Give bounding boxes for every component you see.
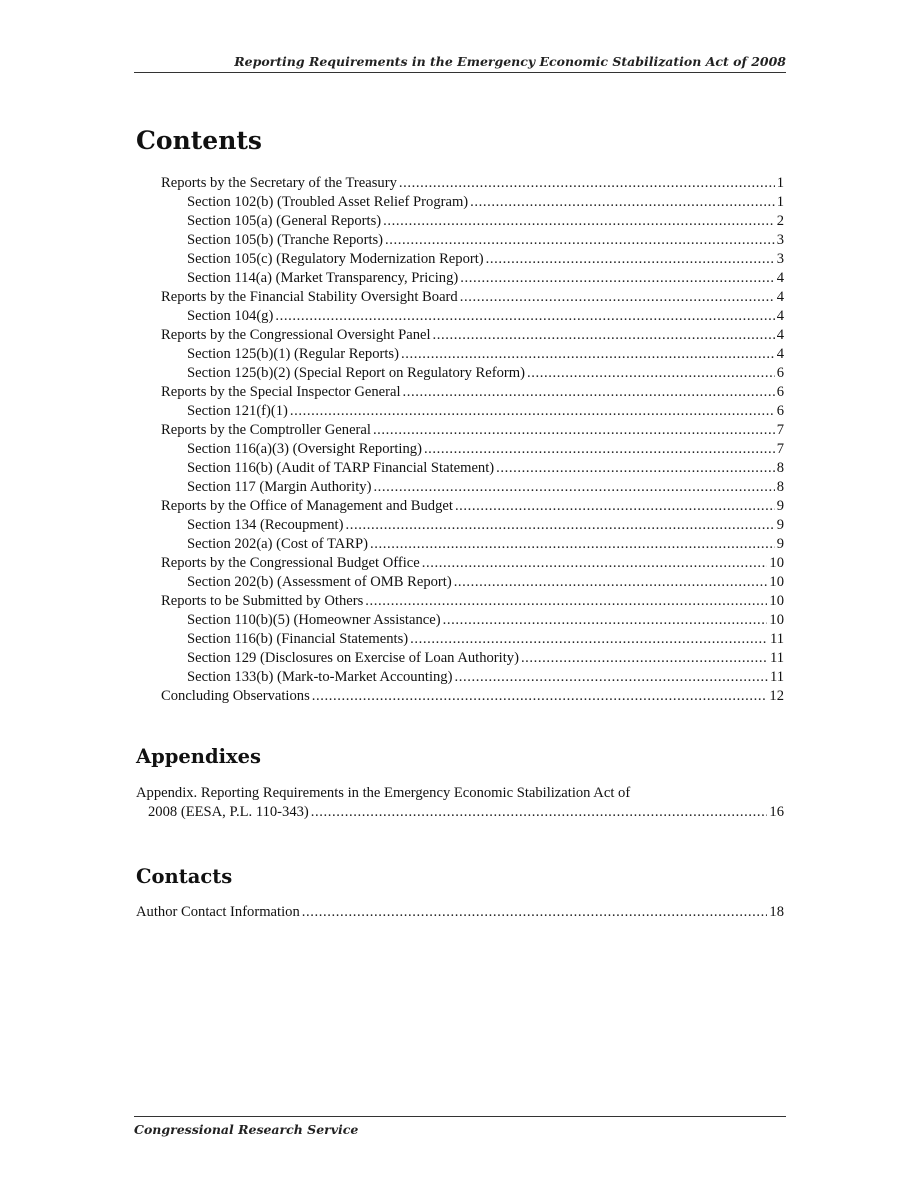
leader-dots — [312, 687, 768, 706]
running-header — [134, 54, 786, 73]
toc-entry-label: Section 102(b) (Troubled Asset Relief Program) — [187, 194, 469, 210]
leader-dots — [275, 307, 774, 326]
toc-entry-page: 9 — [776, 498, 784, 514]
toc-entry[interactable] — [187, 231, 784, 250]
toc-entry[interactable] — [161, 326, 784, 345]
contacts-entry-label: Author Contact Information — [136, 904, 300, 920]
toc-entry-label: Reports by the Congressional Oversight Panel — [161, 327, 431, 343]
toc-entry-page: 12 — [769, 688, 784, 704]
toc-entry-page: 1 — [776, 175, 784, 191]
leader-dots — [401, 345, 775, 364]
toc-entry-label: Section 121(f)(1) — [187, 403, 288, 419]
toc-entry-page: 3 — [776, 232, 784, 248]
leader-dots — [470, 193, 775, 212]
toc-entry-page: 4 — [776, 270, 784, 286]
toc-entry[interactable] — [187, 535, 784, 554]
leader-dots — [454, 668, 767, 687]
running-header-title: Reporting Requirements in the Emergency Economic Stabilization Act of 2008 — [234, 54, 786, 69]
toc-entry[interactable] — [187, 212, 784, 231]
contacts-entry-page: 18 — [769, 904, 784, 920]
running-footer — [134, 1116, 786, 1137]
toc-entry-label: Section 105(c) (Regulatory Modernization Report) — [187, 251, 484, 267]
toc-entry-label: Reports by the Office of Management and Budget — [161, 498, 453, 514]
toc-entry-page: 7 — [776, 441, 784, 457]
toc-entry[interactable] — [161, 383, 784, 402]
appendix-entry-line2: 2008 (EESA, P.L. 110-343) — [148, 804, 309, 820]
toc-entry-label: Reports to be Submitted by Others — [161, 593, 364, 609]
toc-entry-page: 3 — [776, 251, 784, 267]
toc-entry-label: Section 202(a) (Cost of TARP) — [187, 536, 368, 552]
toc-entry[interactable] — [187, 193, 784, 212]
toc-entry-page: 10 — [769, 574, 784, 590]
toc-entry-page: 4 — [776, 308, 784, 324]
leader-dots — [424, 440, 775, 459]
leader-dots — [460, 269, 774, 288]
toc-entry[interactable] — [161, 421, 784, 440]
toc-entry-page: 4 — [776, 327, 784, 343]
toc-entry[interactable] — [187, 250, 784, 269]
toc-entry-label: Section 104(g) — [187, 308, 274, 324]
toc-entry-page: 2 — [776, 213, 784, 229]
contacts-heading: Contacts — [136, 865, 233, 888]
leader-dots — [302, 903, 768, 922]
toc-entry[interactable] — [187, 269, 784, 288]
leader-dots — [521, 649, 768, 668]
toc-entry-label: Reports by the Special Inspector General — [161, 384, 401, 400]
leader-dots — [373, 478, 774, 497]
toc-entry-page: 4 — [776, 289, 784, 305]
toc-entry-label: Section 125(b)(2) (Special Report on Regulatory Reform) — [187, 365, 526, 381]
leader-dots — [383, 212, 775, 231]
toc-entry-page: 1 — [776, 194, 784, 210]
toc-entry-label: Section 117 (Margin Authority) — [187, 479, 372, 495]
contacts-entry[interactable] — [136, 903, 784, 922]
toc-entry-page: 6 — [776, 384, 784, 400]
toc-entry-page: 8 — [776, 460, 784, 476]
toc-entry-label: Section 125(b)(1) (Regular Reports) — [187, 346, 399, 362]
toc-entry[interactable] — [161, 592, 784, 611]
leader-dots — [527, 364, 775, 383]
appendix-entry-line1[interactable]: Appendix. Reporting Requirements in the Emergency Economic Stabilization Act of — [136, 785, 631, 801]
toc-entry-label: Section 105(a) (General Reports) — [187, 213, 382, 229]
toc-entry[interactable] — [187, 516, 784, 535]
leader-dots — [373, 421, 775, 440]
toc-entry[interactable] — [187, 611, 784, 630]
toc-entry-page: 7 — [776, 422, 784, 438]
toc-entry[interactable] — [187, 364, 784, 383]
leader-dots — [454, 573, 768, 592]
toc-entry-label: Reports by the Congressional Budget Office — [161, 555, 420, 571]
toc-entry-label: Section 105(b) (Tranche Reports) — [187, 232, 384, 248]
leader-dots — [443, 611, 768, 630]
toc-entry[interactable] — [161, 288, 784, 307]
toc-entry[interactable] — [187, 459, 784, 478]
toc-entry[interactable] — [187, 649, 784, 668]
toc-entry[interactable] — [187, 630, 784, 649]
footer-text: Congressional Research Service — [134, 1122, 359, 1137]
leader-dots — [365, 592, 767, 611]
leader-dots — [370, 535, 775, 554]
toc-entry[interactable] — [161, 687, 784, 706]
toc-entry-label: Reports by the Financial Stability Oversight Board — [161, 289, 458, 305]
leader-dots — [496, 459, 775, 478]
toc-entry-label: Concluding Observations — [161, 688, 310, 704]
toc-entry-page: 4 — [776, 346, 784, 362]
toc-entry[interactable] — [161, 554, 784, 573]
toc-entry-page: 8 — [776, 479, 784, 495]
toc-entry[interactable] — [161, 174, 784, 193]
toc-entry-page: 6 — [776, 403, 784, 419]
toc-entry-page: 10 — [769, 612, 784, 628]
leader-dots — [460, 288, 775, 307]
toc-entry[interactable] — [187, 668, 784, 687]
toc-entry-page: 9 — [776, 517, 784, 533]
toc-entry-label: Section 202(b) (Assessment of OMB Report) — [187, 574, 452, 590]
leader-dots — [455, 497, 775, 516]
contents-heading: Contents — [136, 126, 263, 155]
toc-entry[interactable] — [187, 307, 784, 326]
toc-entry-label: Reports by the Secretary of the Treasury — [161, 175, 397, 191]
leader-dots — [422, 554, 768, 573]
toc-entry-page: 11 — [769, 631, 784, 647]
toc-entry-page: 6 — [776, 365, 784, 381]
toc-entry-label: Reports by the Comptroller General — [161, 422, 371, 438]
leader-dots — [385, 231, 775, 250]
toc-entry[interactable] — [187, 345, 784, 364]
toc-entry-label: Section 116(b) (Financial Statements) — [187, 631, 409, 647]
leader-dots — [433, 326, 775, 345]
toc-entry-label: Section 114(a) (Market Transparency, Pricing) — [187, 270, 459, 286]
leader-dots — [345, 516, 774, 535]
appendix-entry-page: 16 — [769, 804, 784, 820]
toc-entry-page: 10 — [769, 555, 784, 571]
toc-entry-page: 11 — [769, 669, 784, 685]
toc-entry[interactable] — [187, 478, 784, 497]
appendix-entry[interactable] — [148, 803, 784, 822]
toc-entry[interactable] — [187, 440, 784, 459]
leader-dots — [486, 250, 775, 269]
toc-entry[interactable] — [161, 497, 784, 516]
appendixes-heading: Appendixes — [136, 745, 262, 768]
toc-entry-label: Section 110(b)(5) (Homeowner Assistance) — [187, 612, 441, 628]
toc-entry-page: 9 — [776, 536, 784, 552]
leader-dots — [311, 803, 768, 822]
toc-entry-label: Section 116(b) (Audit of TARP Financial Statement) — [187, 460, 495, 476]
toc-entry[interactable] — [187, 573, 784, 592]
toc-entry-label: Section 116(a)(3) (Oversight Reporting) — [187, 441, 422, 457]
leader-dots — [403, 383, 775, 402]
toc-entry-label: Section 134 (Recoupment) — [187, 517, 344, 533]
toc-entry-page: 11 — [769, 650, 784, 666]
leader-dots — [410, 630, 768, 649]
toc-entry-label: Section 129 (Disclosures on Exercise of Loan Authority) — [187, 650, 519, 666]
toc-entry-label: Section 133(b) (Mark-to-Market Accounting) — [187, 669, 453, 685]
leader-dots — [399, 174, 775, 193]
toc-entry-page: 10 — [769, 593, 784, 609]
leader-dots — [290, 402, 775, 421]
toc-entry[interactable] — [187, 402, 784, 421]
